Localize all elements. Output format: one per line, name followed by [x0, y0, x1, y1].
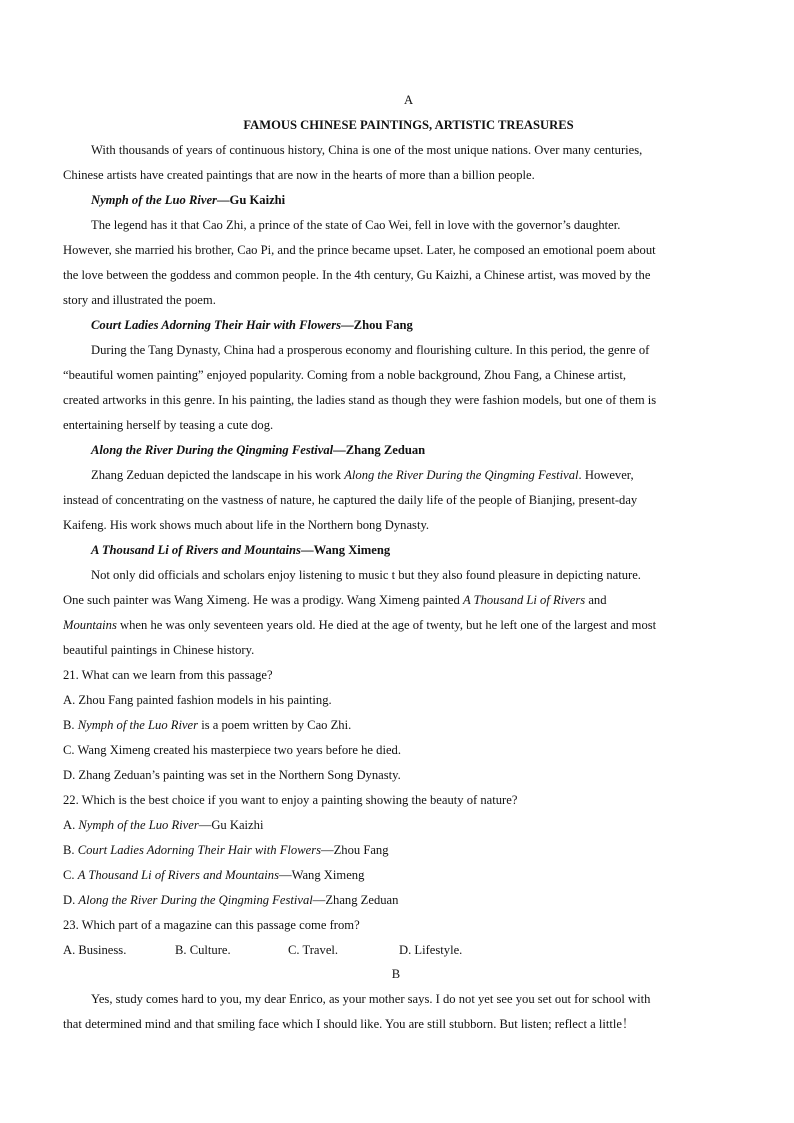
painting-title-ref: Along the River During the Qingming Festival — [344, 468, 579, 482]
text-run: Zhang Zeduan depicted the landscape in his work — [91, 468, 345, 482]
body-line: entertaining herself by teasing a cute dog. — [63, 418, 274, 432]
answer-option — [63, 817, 263, 833]
painting-artist: —Zhang Zeduan — [333, 443, 426, 457]
option-label: A. — [63, 818, 76, 832]
intro-line: With thousands of years of continuous history, China is one of the most unique nations. Over many centuries, — [91, 143, 643, 157]
text-run: . However, — [578, 468, 634, 482]
body-line: created artworks in this genre. In his painting, the ladies stand as though they were fashion models, but one of them is — [63, 393, 657, 407]
question-stem: 22. Which is the best choice if you want to enjoy a painting showing the beauty of nature? — [63, 793, 518, 807]
answer-option — [63, 942, 175, 958]
answer-option — [63, 767, 401, 783]
painting-heading — [91, 542, 390, 558]
option-label: A. — [63, 943, 76, 957]
option-text: Zhang Zeduan’s painting was set in the Northern Song Dynasty. — [78, 768, 401, 782]
body-line: The legend has it that Cao Zhi, a prince of the state of Cao Wei, fell in love with the governor’s daughter. — [91, 218, 621, 232]
section-b-letter: B — [391, 967, 401, 981]
option-label: B. — [63, 843, 75, 857]
option-text: is a poem written by Cao Zhi. — [198, 718, 352, 732]
option-title: Along the River During the Qingming Festival — [78, 893, 313, 907]
text-run: and — [585, 593, 607, 607]
option-label: D. — [399, 943, 412, 957]
text-run: when he was only seventeen years old. He died at the age of twenty, but he left one of the largest and most — [116, 618, 657, 632]
painting-title: A Thousand Li of Rivers and Mountains — [91, 543, 301, 557]
text-run: One such painter was Wang Ximeng. He was a prodigy. Wang Ximeng painted — [63, 593, 463, 607]
option-title: Court Ladies Adorning Their Hair with Flowers — [77, 843, 321, 857]
painting-heading — [91, 442, 425, 458]
section-a-letter: A — [403, 93, 414, 107]
answer-option — [399, 942, 462, 958]
body-line: However, she married his brother, Cao Pi, and the prince became upset. Later, he composed an emotional poem about — [63, 243, 656, 257]
option-title: Nymph of the Luo River — [77, 718, 199, 732]
passage-title: FAMOUS CHINESE PAINTINGS, ARTISTIC TREASURES — [243, 118, 574, 132]
painting-artist: —Zhou Fang — [341, 318, 413, 332]
painting-heading — [91, 192, 285, 208]
body-line: Yes, study comes hard to you, my dear Enrico, as your mother says. I do not yet see you set out for school with — [91, 992, 651, 1006]
painting-title-ref: Mountains — [63, 618, 117, 632]
option-text: Business. — [78, 943, 127, 957]
option-text: —Zhang Zeduan — [312, 893, 399, 907]
question-stem: 23. Which part of a magazine can this passage come from? — [63, 918, 360, 932]
painting-title-ref: A Thousand Li of Rivers — [462, 593, 586, 607]
answer-option — [288, 942, 399, 958]
option-title: A Thousand Li of Rivers and Mountains — [77, 868, 279, 882]
answer-option — [63, 892, 398, 908]
body-line — [91, 467, 634, 483]
intro-line: Chinese artists have created paintings that are now in the hearts of more than a billion people. — [63, 168, 535, 182]
option-label: B. — [175, 943, 187, 957]
painting-artist: —Gu Kaizhi — [216, 193, 286, 207]
option-text: Travel. — [302, 943, 339, 957]
option-text: Culture. — [189, 943, 231, 957]
painting-title: Court Ladies Adorning Their Hair with Flowers — [91, 318, 342, 332]
option-text: —Gu Kaizhi — [198, 818, 264, 832]
option-text: Zhou Fang painted fashion models in his painting. — [78, 693, 332, 707]
body-line: that determined mind and that smiling face which I should like. You are still stubborn. But listen; reflect a little！ — [63, 1017, 635, 1031]
option-text: —Wang Ximeng — [279, 868, 365, 882]
answer-options-row — [63, 942, 462, 958]
body-line — [63, 617, 656, 633]
body-line: During the Tang Dynasty, China had a prosperous economy and flourishing culture. In this period, the genre of — [91, 343, 650, 357]
answer-option — [63, 842, 389, 858]
painting-title: Nymph of the Luo River — [91, 193, 217, 207]
body-line: “beautiful women painting” enjoyed popularity. Coming from a noble background, Zhou Fang, a Chinese artist, — [63, 368, 626, 382]
body-line: instead of concentrating on the vastness of nature, he captured the daily life of the people of Bianjing, present-day — [63, 493, 638, 507]
option-label: A. — [63, 693, 76, 707]
option-label: D. — [63, 768, 76, 782]
option-label: D. — [63, 893, 76, 907]
option-label: C. — [288, 943, 300, 957]
option-text: —Zhou Fang — [321, 843, 389, 857]
body-line: the love between the goddess and common people. In the 4th century, Gu Kaizhi, a Chinese artist, was moved by the — [63, 268, 651, 282]
option-title: Nymph of the Luo River — [78, 818, 199, 832]
painting-heading — [91, 317, 413, 333]
body-line: Not only did officials and scholars enjoy listening to music t but they also found pleasure in depicting nature. — [91, 568, 641, 582]
painting-title: Along the River During the Qingming Festival — [91, 443, 334, 457]
option-text: Wang Ximeng created his masterpiece two years before he died. — [77, 743, 401, 757]
body-line: Kaifeng. His work shows much about life in the Northern bong Dynasty. — [63, 518, 430, 532]
painting-artist: —Wang Ximeng — [300, 543, 391, 557]
answer-option — [63, 742, 401, 758]
question-stem: 21. What can we learn from this passage? — [63, 668, 273, 682]
answer-option — [63, 717, 351, 733]
answer-option — [63, 867, 364, 883]
option-label: B. — [63, 718, 75, 732]
body-line — [63, 592, 607, 608]
option-label: C. — [63, 743, 75, 757]
option-label: C. — [63, 868, 75, 882]
body-line: beautiful paintings in Chinese history. — [63, 643, 255, 657]
body-line: story and illustrated the poem. — [63, 293, 216, 307]
answer-option — [63, 692, 332, 708]
option-text: Lifestyle. — [414, 943, 463, 957]
answer-option — [175, 942, 288, 958]
